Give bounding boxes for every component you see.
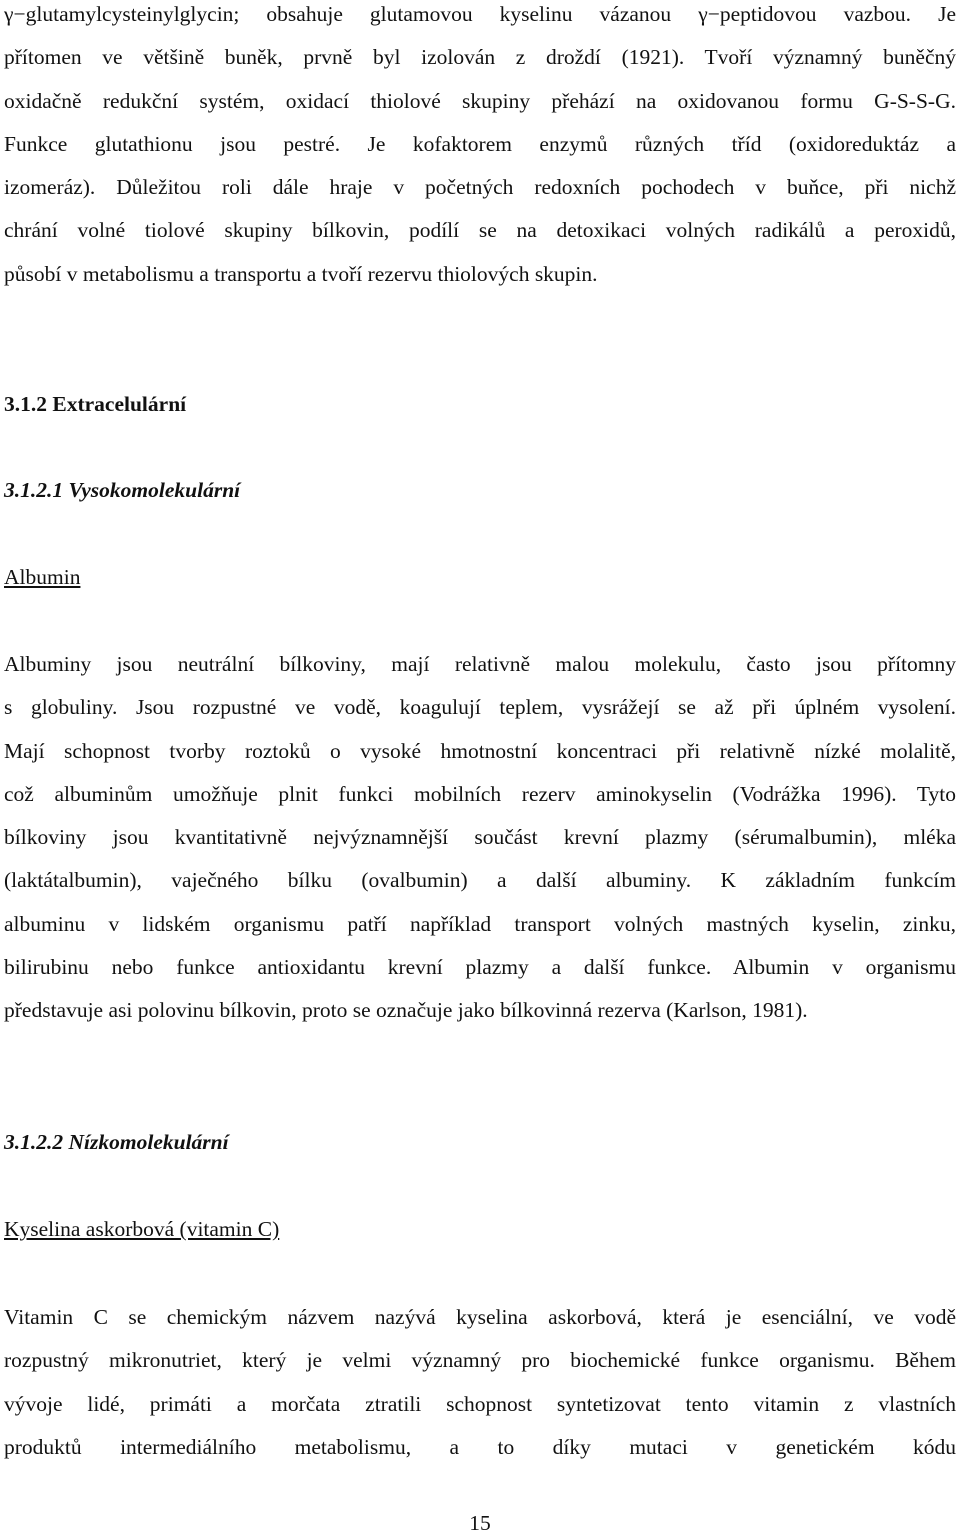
text-line: přítomen ve většině buněk, prvně byl izolován z droždí (1921). Tvoří významný buněčný [4, 45, 956, 70]
text-line: s globuliny. Jsou rozpustné ve vodě, koagulují teplem, vysrážejí se až při úplném vysolení. [4, 695, 956, 720]
text-line: Funkce glutathionu jsou pestré. Je kofaktorem enzymů různých tříd (oxidoreduktáz a [4, 131, 956, 156]
subsection-heading-high-molecular: 3.1.2.1 Vysokomolekulární [4, 478, 241, 502]
paragraph-vitamin-c [4, 1296, 956, 1469]
text-line: bilirubinu nebo funkce antioxidantu krevní plazmy a další funkce. Albumin v organismu [4, 955, 956, 980]
paragraph-glutathione [4, 0, 956, 296]
text-line: Mají schopnost tvorby roztoků o vysoké hmotnostní koncentraci při relativně nízké molalitě, [4, 738, 956, 763]
paragraph-albumin [4, 643, 956, 1033]
page-number: 15 [469, 1511, 491, 1535]
text-line: vývoje lidé, primáti a morčata ztratili schopnost syntetizovat tento vitamin z vlastních [4, 1391, 956, 1416]
text-line: Vitamin C se chemickým názvem nazývá kyselina askorbová, která je esenciální, ve vodě [4, 1305, 956, 1329]
text-line: albuminu v lidském organismu patří například transport volných mastných kyselin, zinku, [4, 911, 956, 936]
text-line: oxidačně redukční systém, oxidací thiolové skupiny přehází na oxidovanou formu G-S-S-G. [4, 88, 956, 113]
text-line: produktů intermediálního metabolismu, a to díky mutaci v genetickém kódu [4, 1434, 956, 1459]
text-line: Albuminy jsou neutrální bílkoviny, mají relativně malou molekulu, často jsou přítomny [4, 652, 956, 676]
text-line: (laktátalbumin), vaječného bílku (ovalbumin) a další albuminy. K základním funkcím [4, 868, 956, 893]
topic-albumin: Albumin [4, 565, 81, 589]
subsection-heading-low-molecular: 3.1.2.2 Nízkomolekulární [4, 1130, 229, 1154]
text-line: rozpustný mikronutriet, který je velmi významný pro biochemické funkce organismu. Během [4, 1348, 956, 1373]
topic-ascorbic-acid: Kyselina askorbová (vitamin C) [4, 1217, 280, 1241]
text-line: což albuminům umožňuje plnit funkci mobilních rezerv aminokyselin (Vodrážka 1996). Tyto [4, 781, 956, 806]
text-line: izomeráz). Důležitou roli dále hraje v početných redoxních pochodech v buňce, při nichž [4, 175, 956, 200]
text-line: představuje asi polovinu bílkovin, proto se označuje jako bílkovinná rezerva (Karlson, 1981). [4, 998, 808, 1023]
text-line: působí v metabolismu a transportu a tvoří rezervu thiolových skupin. [4, 261, 598, 286]
text-line: γ−glutamylcysteinylglycin; obsahuje glutamovou kyselinu vázanou γ−peptidovou vazbou. Je [4, 2, 956, 26]
text-line: bílkoviny jsou kvantitativně nejvýznamnější součást krevní plazmy (sérumalbumin), mléka [4, 825, 956, 850]
section-heading: 3.1.2 Extracelulární [4, 392, 187, 416]
text-line: chrání volné tiolové skupiny bílkovin, podílí se na detoxikaci volných radikálů a peroxidů, [4, 218, 956, 243]
